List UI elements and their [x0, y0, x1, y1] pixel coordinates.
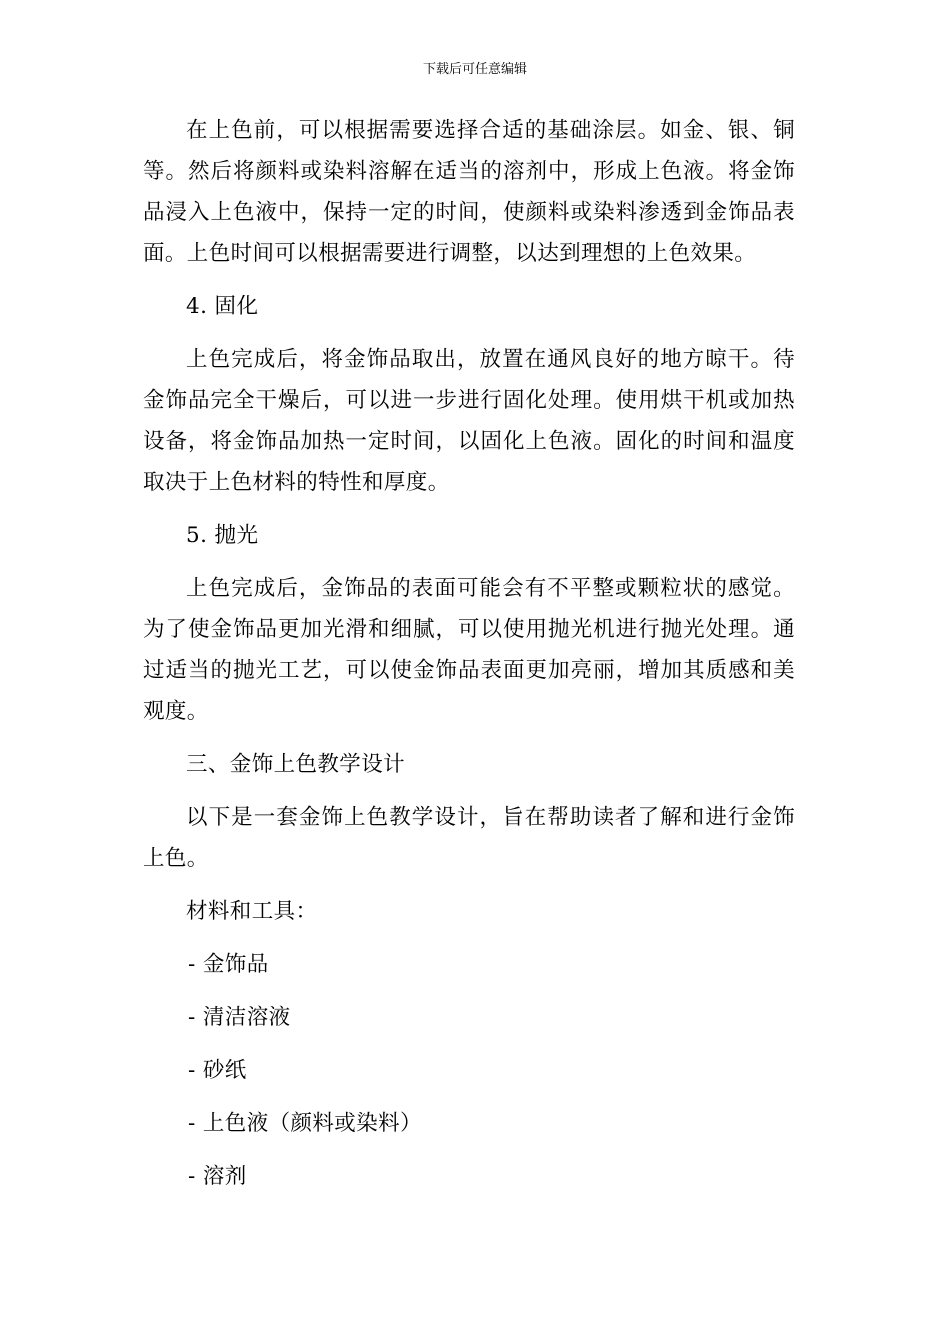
section-heading-teaching-design: 三、金饰上色教学设计: [186, 752, 406, 777]
section-heading-polishing: 5. 抛光: [186, 523, 259, 548]
list-item: - 金饰品: [188, 952, 269, 977]
paragraph-coloring: 在上色前，可以根据需要选择合适的基础涂层。如金、银、铜等。然后将颜料或染料溶解在适当的溶剂中，形成上色液。将金饰品浸入上色液中，保持一定的时间，使颜料或染料渗透到金饰品表面。上色时间可以根据需要进行调整，以达到理想的上色效果。: [143, 118, 795, 266]
page-header: 下载后可任意编辑: [422, 62, 527, 77]
list-item: - 砂纸: [188, 1058, 247, 1083]
document-body: [143, 110, 795, 1209]
paragraph-curing: 上色完成后，将金饰品取出，放置在通风良好的地方晾干。待金饰品完全干燥后，可以进一步进行固化处理。使用烘干机或加热设备，将金饰品加热一定时间，以固化上色液。固化的时间和温度取决于上色材料的特性和厚度。: [143, 347, 795, 495]
materials-title: 材料和工具：: [186, 899, 318, 924]
list-item: - 溶剂: [188, 1164, 247, 1189]
section-heading-curing: 4. 固化: [186, 294, 259, 319]
paragraph-polishing: 上色完成后，金饰品的表面可能会有不平整或颗粒状的感觉。为了使金饰品更加光滑和细腻，可以使用抛光机进行抛光处理。通过适当的抛光工艺，可以使金饰品表面更加亮丽，增加其质感和美观度。: [143, 576, 795, 724]
paragraph-teaching-intro: 以下是一套金饰上色教学设计，旨在帮助读者了解和进行金饰上色。: [143, 805, 795, 871]
list-item: - 清洁溶液: [188, 1005, 291, 1030]
list-item: - 上色液（颜料或染料）: [188, 1111, 422, 1136]
